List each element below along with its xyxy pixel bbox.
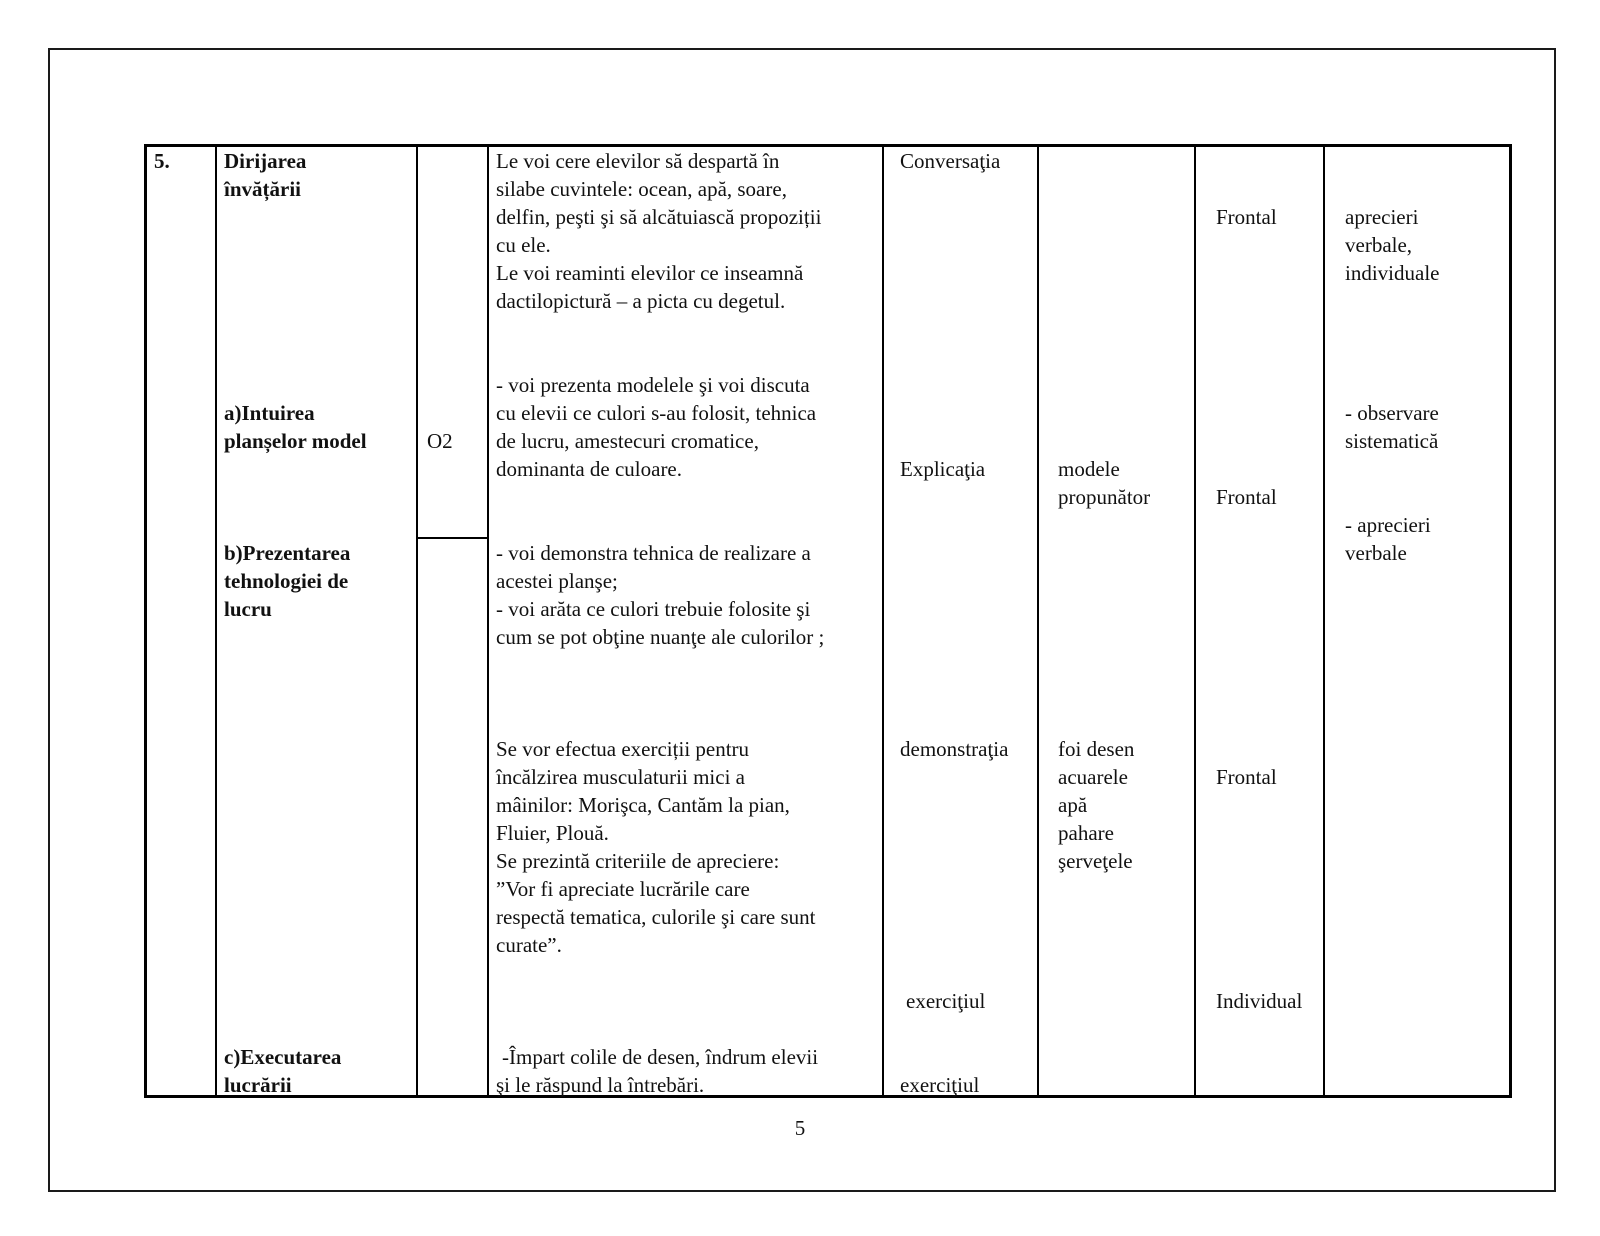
method-demonstration: demonstraţia: [900, 737, 1009, 761]
column-divider: [882, 147, 884, 1095]
organization-frontal: Frontal: [1216, 765, 1277, 789]
page-number: 5: [794, 1116, 806, 1140]
organization-individual: Individual: [1216, 989, 1303, 1013]
column-divider: [416, 147, 418, 1095]
row-number: 5.: [154, 149, 170, 173]
column-divider: [1194, 147, 1196, 1095]
column-divider: [487, 147, 489, 1095]
organization-frontal: Frontal: [1216, 485, 1277, 509]
lesson-plan-table: [144, 144, 1512, 1098]
objective-cell-divider: [416, 537, 487, 539]
column-divider: [215, 147, 217, 1095]
column-divider: [1037, 147, 1039, 1095]
organization-frontal: Frontal: [1216, 205, 1277, 229]
column-divider: [1323, 147, 1325, 1095]
method-exercise: exerciţiul: [900, 1073, 980, 1097]
objective-code: O2: [427, 429, 453, 453]
method-explanation: Explicaţia: [900, 457, 986, 481]
method-conversation: Conversaţia: [900, 149, 1001, 173]
method-exercise: exerciţiul: [906, 989, 986, 1013]
